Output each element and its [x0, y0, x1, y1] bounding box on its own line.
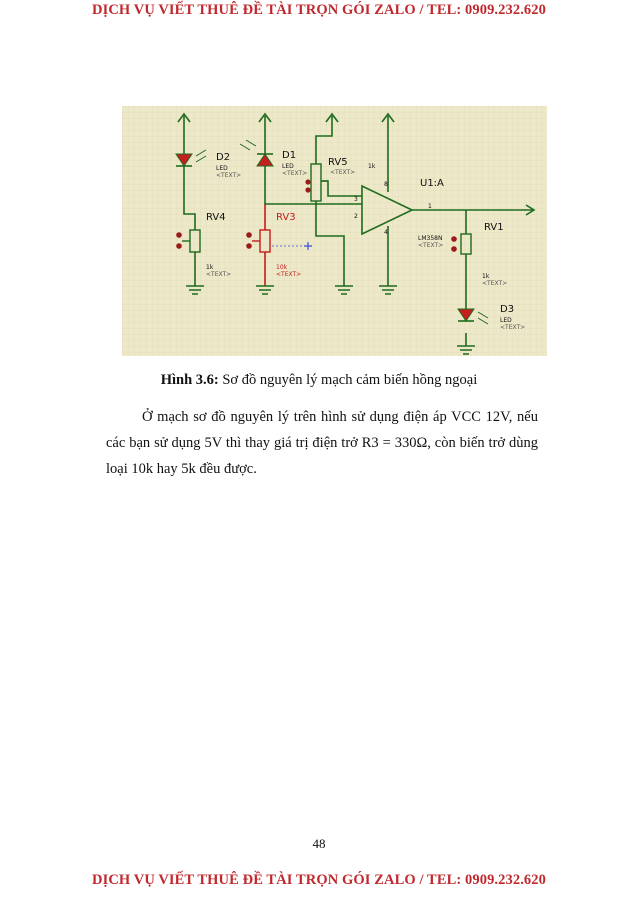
figure-caption-text: Sơ đồ nguyên lý mạch cảm biến hồng ngoại: [218, 372, 478, 388]
label-d3-text: <TEXT>: [500, 324, 526, 331]
header-banner-suffix: / TEL: 0909.232.620: [415, 2, 546, 18]
label-rv3-value: 10k: [276, 264, 288, 271]
page-number: 48: [312, 836, 326, 851]
label-rv4: RV4: [206, 212, 226, 223]
figure-caption-number: Hình 3.6:: [160, 372, 219, 388]
label-rv4-value: 1k: [206, 264, 214, 271]
label-rv1: RV1: [484, 222, 504, 233]
body-paragraph-text: Ở mạch sơ đồ nguyên lý trên hình sử dụng điện áp VCC 12V, nếu các bạn sử dụng 5V thì thay giá trị điện trở R3 = 330Ω, còn biến trở dùng loại 10k hay 5k đều được.: [106, 409, 538, 477]
label-pin8: 8: [384, 181, 388, 188]
label-rv3-text: <TEXT>: [276, 271, 302, 278]
label-d2-text: <TEXT>: [216, 172, 242, 179]
label-pin4: 4: [384, 229, 388, 236]
label-d1-text: <TEXT>: [282, 170, 308, 177]
label-d2: D2: [216, 152, 231, 163]
label-d3-type: LED: [500, 317, 512, 324]
label-rv1-text: <TEXT>: [482, 280, 508, 287]
label-rv4-text: <TEXT>: [206, 271, 232, 278]
label-d1: D1: [282, 150, 297, 161]
label-u1-text: <TEXT>: [418, 242, 444, 249]
label-d1-type: LED: [282, 163, 294, 170]
label-d2-type: LED: [216, 165, 228, 172]
footer-banner-prefix: DỊCH VỤ VIẾT THUÊ ĐỀ TÀI TRỌN GÓI: [92, 872, 375, 888]
figure-caption: [0, 372, 638, 389]
header-banner-prefix: DỊCH VỤ VIẾT THUÊ ĐỀ TÀI TRỌN GÓI: [92, 2, 375, 18]
header-banner-zalo: ZALO: [374, 2, 416, 18]
label-rv5-text: <TEXT>: [330, 169, 356, 176]
footer-banner-suffix: / TEL: 0909.232.620: [415, 872, 546, 888]
footer-banner: [0, 872, 638, 889]
circuit-schematic: [122, 106, 547, 356]
label-u1: U1:A: [420, 178, 444, 189]
label-rv1-value: 1k: [482, 273, 490, 280]
body-paragraph: [106, 404, 538, 482]
label-rv5: RV5: [328, 157, 348, 168]
footer-banner-zalo: ZALO: [374, 872, 416, 888]
header-banner: [0, 2, 638, 19]
circuit-schematic-figure: [122, 106, 547, 356]
label-rv3: RV3: [276, 212, 296, 223]
label-pin2: 2: [354, 213, 358, 220]
label-u1-part: LM358N: [418, 235, 443, 242]
label-pin3: 3: [354, 196, 358, 203]
label-pin1: 1: [428, 203, 432, 210]
label-rv5-value: 1k: [368, 163, 376, 170]
label-d3: D3: [500, 304, 515, 315]
